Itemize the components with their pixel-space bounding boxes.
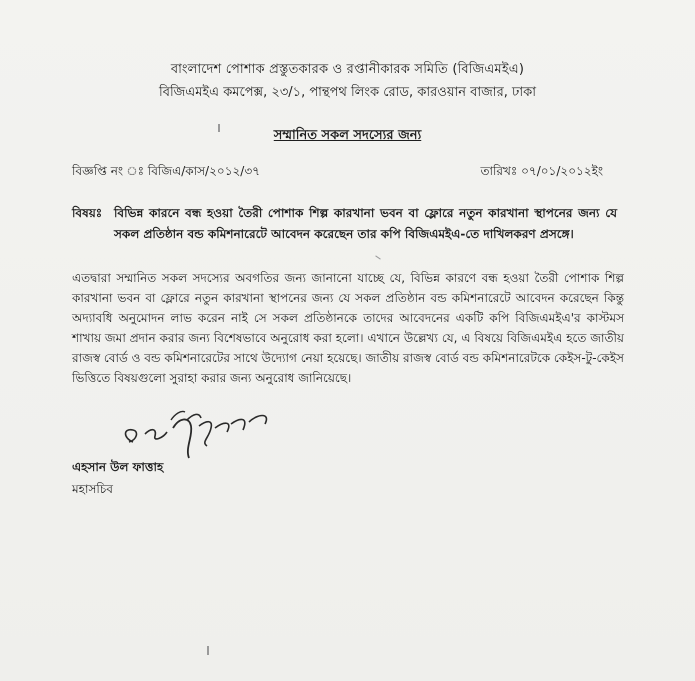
scan-speck (218, 124, 220, 132)
notice-number: বিজ্ঞপ্তি নং ঃ বিজিএ/কাস/২০১২/৩৭ (72, 164, 260, 178)
notice-date: তারিখঃ ০৭/০১/২০১২ইং (480, 164, 603, 178)
signer-title: মহাসচিব (72, 482, 113, 496)
subject-label: বিষয়ঃ (72, 206, 103, 220)
handwritten-signature (115, 398, 285, 462)
subject-block (72, 203, 617, 245)
body-paragraph: এতদ্বারা সম্মানিত সকল সদস্যের অবগতির জন্য জানানো যাচ্ছে যে, বিভিন্ন কারণে বন্ধ হওয়া তৈরী পোশাক শিল্প কারখানা ভবন বা ফ্লোরে নতুন কারখানা স্থাপনের জন্য যে সকল প্রতিষ্ঠান বন্ড কমিশনারেটে আবেদন করেছেন কিন্তু অদ্যাবধি অনুমোদন লাভ করেন নাই সে সকল প্রতিষ্ঠানকে তাদের আবেদনের একটি কপি বিজিএমইএ'র কাস্টমস শাখায় জমা প্রদান করার জন্য বিশেষভাবে অনুরোধ করা হলো। এখানে উল্লেখ্য যে, এ বিষয়ে বিজিএমইএ হতে জাতীয় রাজস্ব বোর্ড ও বন্ড কমিশনারেটের সাথে উদ্যোগ নেয়া হয়েছে। জাতীয় রাজস্ব বোর্ড বন্ড কমিশনারেটকে কেইস-টু-কেইস ভিত্তিতে বিষয়গুলো সুরাহা করার জন্য অনুরোধ জানিয়েছে। (72, 271, 624, 385)
scan-speck (375, 255, 380, 259)
scan-speck (207, 646, 209, 655)
organization-address: বিজিএমইএ কমপেক্স, ২৩/১, পান্থপথ লিংক রোড, কারওয়ান বাজার, ঢাকা (159, 85, 536, 100)
subject-text: বিভিন্ন কারনে বন্ধ হওয়া তৈরী পোশাক শিল্প কারখানা ভবন বা ফ্লোরে নতুন কারখানা স্থাপনের জন্য যে সকল প্রতিষ্ঠান বন্ড কমিশনারেটে আবেদন করেছেন তার কপি বিজিএমইএ-তে দাখিলকরণ প্রসঙ্গে। (114, 206, 617, 241)
addressee-heading: সম্মানিত সকল সদস্যের জন্য (273, 128, 422, 143)
organization-name: বাংলাদেশ পোশাক প্রস্তুতকারক ও রপ্তানীকারক সমিতি (বিজিএমইএ) (170, 62, 525, 77)
signer-name: এহসান উল ফাত্তাহ (72, 460, 164, 474)
